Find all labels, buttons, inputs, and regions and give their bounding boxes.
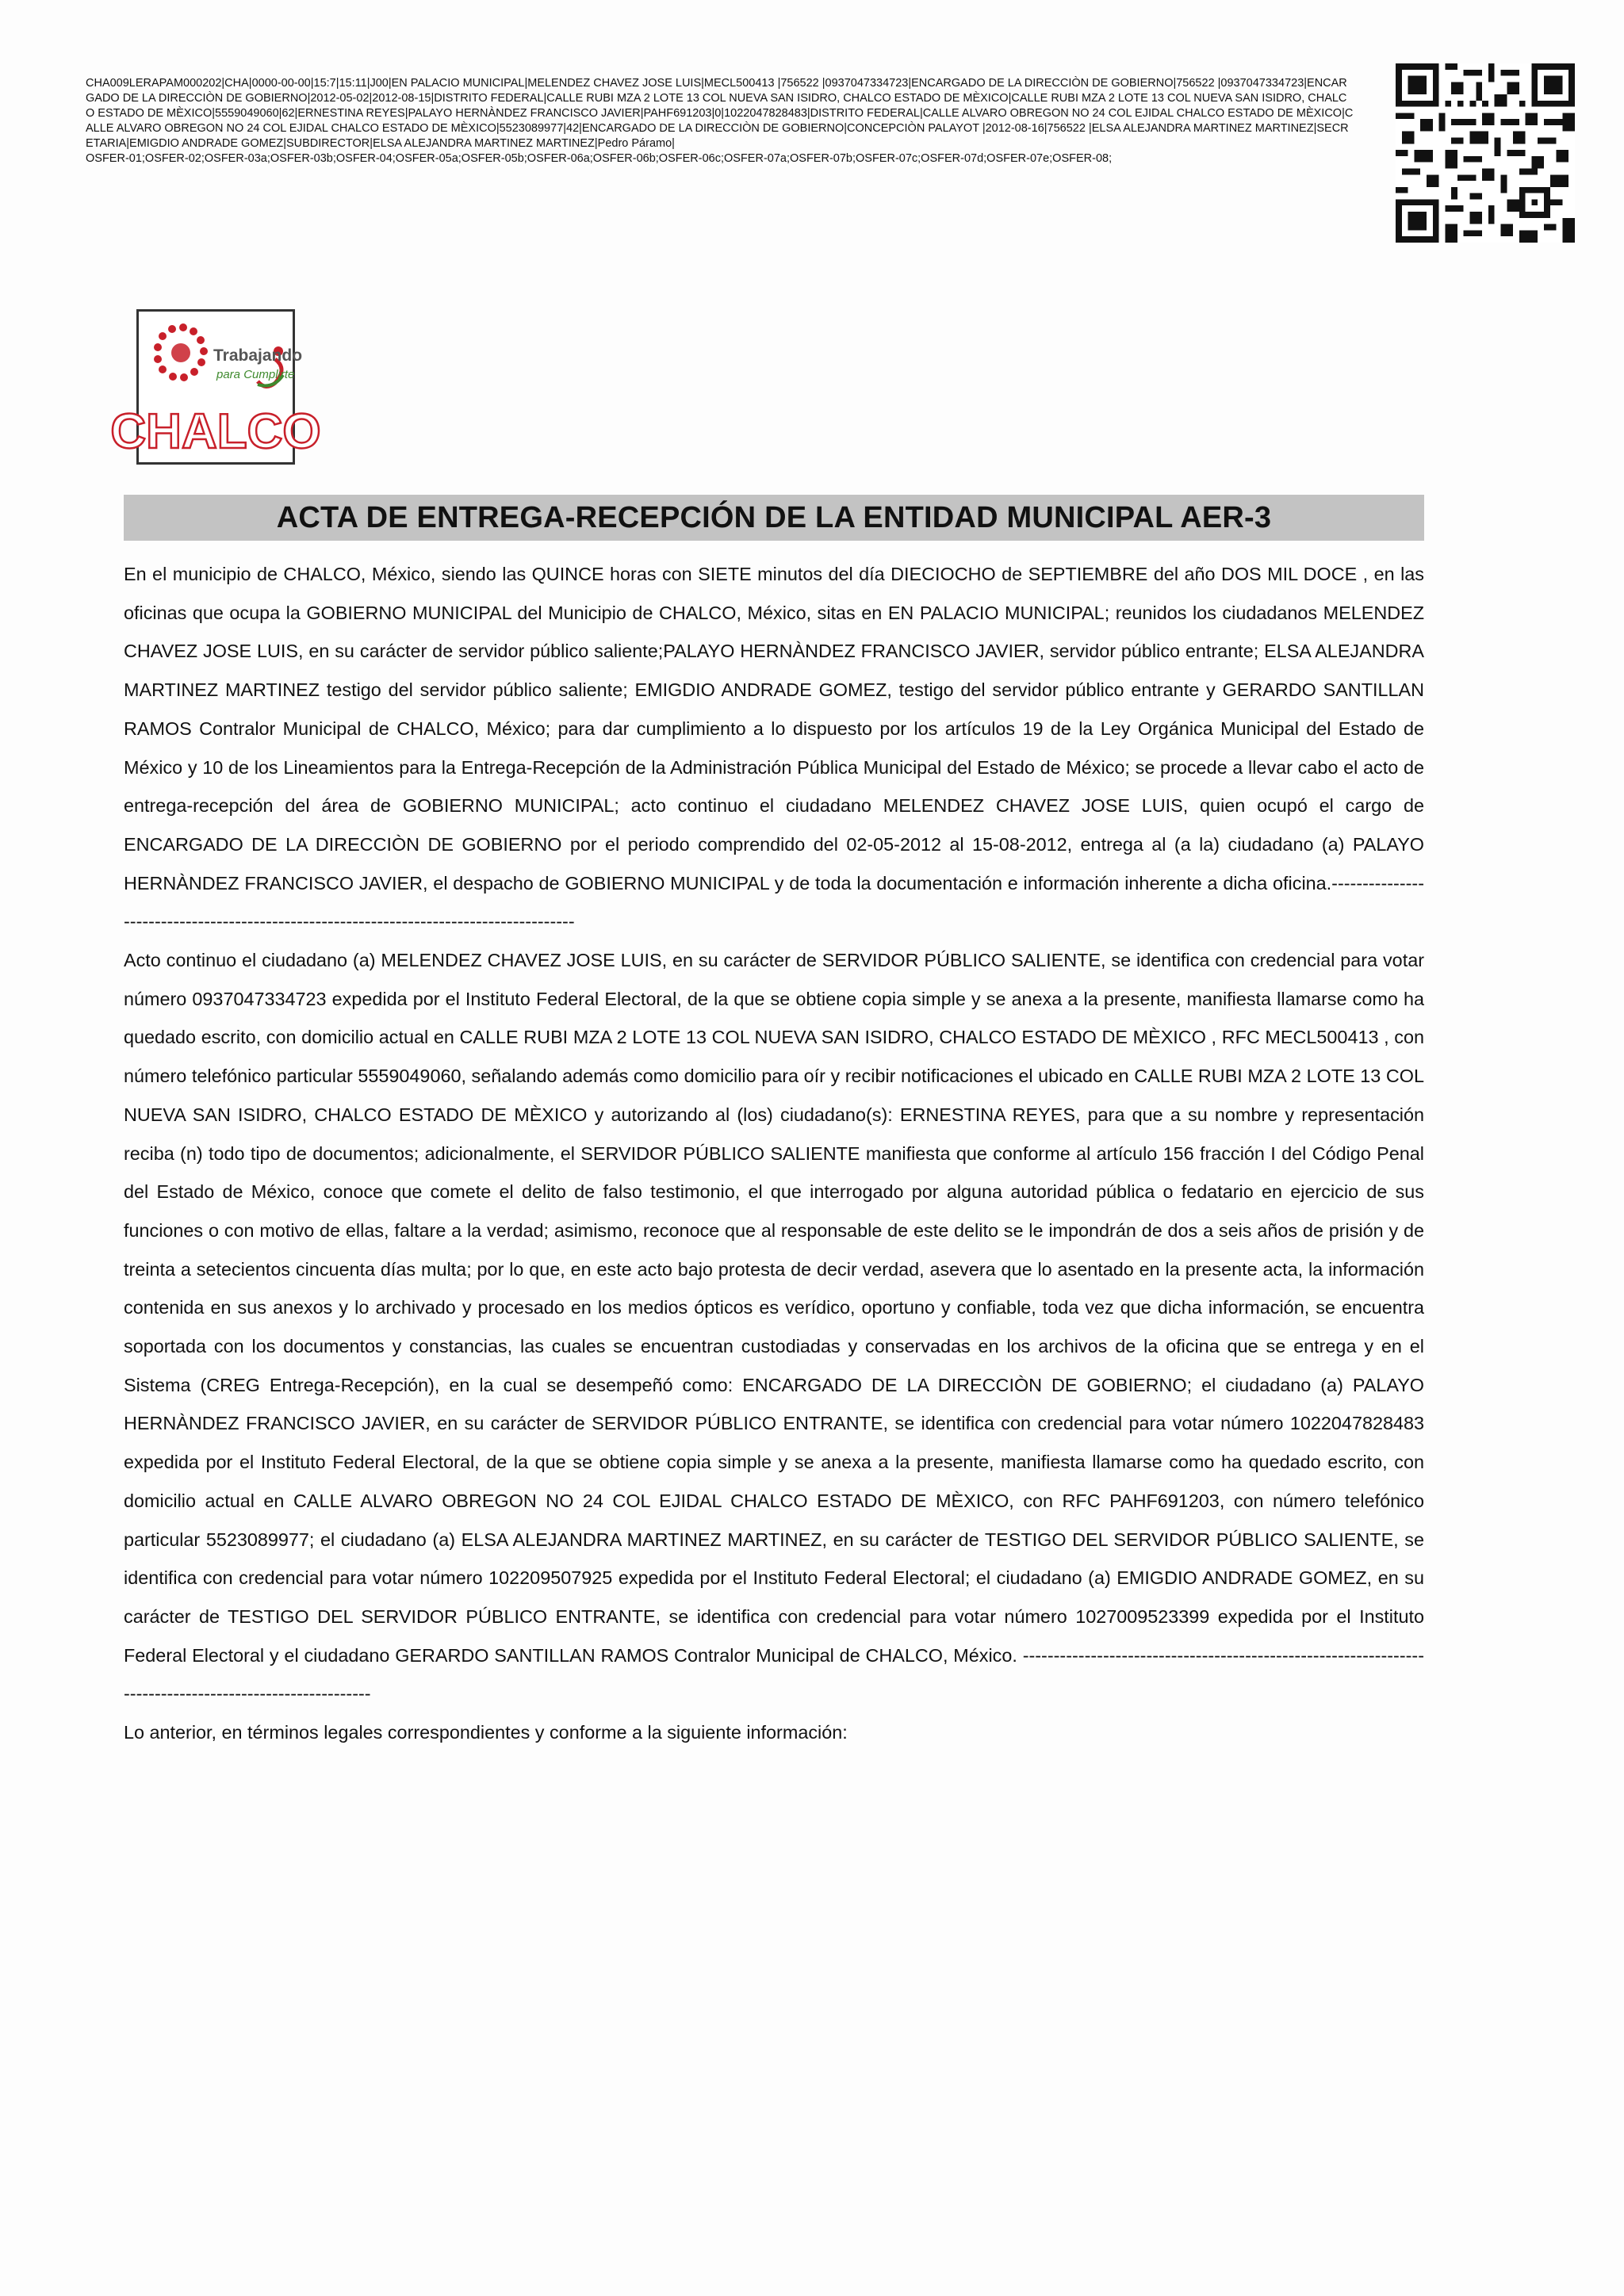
paragraph-identification: Acto continuo el ciudadano (a) MELENDEZ CHAVEZ JOSE LUIS, en su carácter de SERVIDOR PÚBLICO SALIENTE, se identifica con credencial para votar número 0937047334723 expedida por el Instituto Federal Electoral, de la que se obtiene copia simple y se anexa a la presente, manifiesta llamarse como ha quedado escrito, con domicilio actual en CALLE RUBI MZA 2 LOTE 13 COL NUEVA SAN ISIDRO, CHALCO ESTADO DE MÈXICO , RFC MECL500413 , con número telefónico particular 5559049060, señalando además como domicilio para oír y recibir notificaciones el ubicado en CALLE RUBI MZA 2 LOTE 13 COL NUEVA SAN ISIDRO, CHALCO ESTADO DE MÈXICO y autorizando al (los) ciudadano(s): ERNESTINA REYES, para que a su nombre y representación reciba (n) todo tipo de documentos; adicionalmente, el SERVIDOR PÚBLICO SALIENTE manifiesta que conforme al artículo 156 fracción I del Código Penal del Estado de México, conoce que comete el delito de falso testimonio, el que interrogado por alguna autoridad pública o fedatario en ejercicio de sus funciones o con motivo de ellas, faltare a la verdad; asimismo, reconoce que al responsable de este delito se le impondrán de dos a seis años de prisión y de treinta a setecientos cincuenta días multa; por lo que, en este acto bajo protesta de decir verdad, asevera que lo asentado en la presente acta, la información contenida en sus anexos y lo archivado y procesado en los medios ópticos es verídico, oportuno y confiable, toda vez que dicha información, se encuentra soportada con los documentos y constancias, las cuales se encuentran custodiadas y conservadas en los archivos de la oficina que se entrega y en el Sistema (CREG Entrega-Recepción), en la cual se desempeñó como: ENCARGADO DE LA DIRECCIÒN DE GOBIERNO; el ciudadano (a) PALAYO HERNÀNDEZ FRANCISCO JAVIER, en su carácter de SERVIDOR PÚBLICO ENTRANTE, se identifica con credencial para votar número 1022047828483 expedida por el Instituto Federal Electoral, de la que se obtiene copia simple y se anexa a la presente, manifiesta llamarse como ha quedado escrito, con domicilio actual en CALLE ALVARO OBREGON NO 24 COL EJIDAL CHALCO ESTADO DE MÈXICO, con RFC PAHF691203, con número telefónico particular 5523089977; el ciudadano (a) ELSA ALEJANDRA MARTINEZ MARTINEZ, en su carácter de TESTIGO DEL SERVIDOR PÚBLICO SALIENTE, se identifica con credencial para votar número 102209507925 expedida por el Instituto Federal Electoral; el ciudadano (a) EMIGDIO ANDRADE GOMEZ, en su carácter de TESTIGO DEL SERVIDOR PÚBLICO ENTRANTE, se identifica con credencial para votar número 1027009523399 expedida por el Instituto Federal Electoral y el ciudadano GERARDO SANTILLAN RAMOS Contralor Municipal de CHALCO, México. --------------------------------------------------------------------------------------------------------- (124, 950, 1424, 1705)
header-code-text (86, 76, 1354, 166)
qr-code-icon (1396, 63, 1575, 243)
logo-name: CHALCO (110, 404, 321, 459)
logo-line2: para Cumplirte (216, 368, 295, 381)
title-bar (124, 495, 1424, 541)
header-osfer-line: OSFER-01;OSFER-02;OSFER-03a;OSFER-03b;OSFER-04;OSFER-05a;OSFER-05b;OSFER-06a;OSFER-06b;OSFER-06c;OSFER-07a;OSFER-07b;OSFER-07c;OSFER-07d;OSFER-07e;OSFER-08; (86, 152, 1113, 165)
header-code-line: CHA009LERAPAM000202|CHA|0000-00-00|15:7|15:11|J00|EN PALACIO MUNICIPAL|MELENDEZ CHAVEZ JOSE LUIS|MECL500413 |756522 |0937047334723|ENCARGADO DE LA DIRECCIÒN DE GOBIERNO|756522 |0937047334723|ENCARGADO DE LA DIRECCIÒN DE GOBIERNO|2012-05-02|2012-08-15|DISTRITO FEDERAL|CALLE RUBI MZA 2 LOTE 13 COL NUEVA SAN ISIDRO, CHALCO ESTADO DE MÈXICO|CALLE RUBI MZA 2 LOTE 13 COL NUEVA SAN ISIDRO, CHALCO ESTADO DE MÈXICO|5559049060|62|ERNESTINA REYES|PALAYO HERNÀNDEZ FRANCISCO JAVIER|PAHF691203|0|1022047828483|DISTRITO FEDERAL|CALLE ALVARO OBREGON NO 24 COL EJIDAL CHALCO ESTADO DE MÈXICO|CALLE ALVARO OBREGON NO 24 COL EJIDAL CHALCO ESTADO DE MÈXICO|5523089977|42|ENCARGADO DE LA DIRECCIÒN DE GOBIERNO|CONCEPCIÒN PALAYOT |2012-08-16|756522 |ELSA ALEJANDRA MARTINEZ MARTINEZ|SECRETARIA|EMIGDIO ANDRADE GOMEZ|SUBDIRECTOR|ELSA ALEJANDRA MARTINEZ MARTINEZ|Pedro Páramo| (86, 77, 1354, 150)
paragraph-closing: Lo anterior, en términos legales correspondientes y conforme a la siguiente información: (124, 1722, 848, 1743)
document-body (124, 555, 1424, 1752)
chalco-logo (110, 309, 321, 465)
logo-line1: Trabajando (213, 346, 303, 365)
chalco-logo-graphic (110, 312, 321, 462)
paragraph-intro: En el municipio de CHALCO, México, siendo las QUINCE horas con SIETE minutos del día DIECIOCHO de SEPTIEMBRE del año DOS MIL DOCE , en las oficinas que ocupa la GOBIERNO MUNICIPAL del Municipio de CHALCO, México, sitas en EN PALACIO MUNICIPAL; reunidos los ciudadanos MELENDEZ CHAVEZ JOSE LUIS, en su carácter de servidor público saliente;PALAYO HERNÀNDEZ FRANCISCO JAVIER, servidor público entrante; ELSA ALEJANDRA MARTINEZ MARTINEZ testigo del servidor público saliente; EMIGDIO ANDRADE GOMEZ, testigo del servidor público entrante y GERARDO SANTILLAN RAMOS Contralor Municipal de CHALCO, México; para dar cumplimiento a lo dispuesto por los artículos 19 de la Ley Orgánica Municipal del Estado de México y 10 de los Lineamientos para la Entrega-Recepción de la Administración Pública Municipal del Estado de México; se procede a llevar cabo el acto de entrega-recepción del área de GOBIERNO MUNICIPAL; acto continuo el ciudadano MELENDEZ CHAVEZ JOSE LUIS, quien ocupó el cargo de ENCARGADO DE LA DIRECCIÒN DE GOBIERNO por el periodo comprendido del 02-05-2012 al 15-08-2012, entrega al (a la) ciudadano (a) PALAYO HERNÀNDEZ FRANCISCO JAVIER, el despacho de GOBIERNO MUNICIPAL y de toda la documentación e información inherente a dicha oficina.---------------------------------------------------------------------------------------- (124, 564, 1424, 932)
document-title: ACTA DE ENTREGA-RECEPCIÓN DE LA ENTIDAD MUNICIPAL AER-3 (276, 500, 1272, 534)
